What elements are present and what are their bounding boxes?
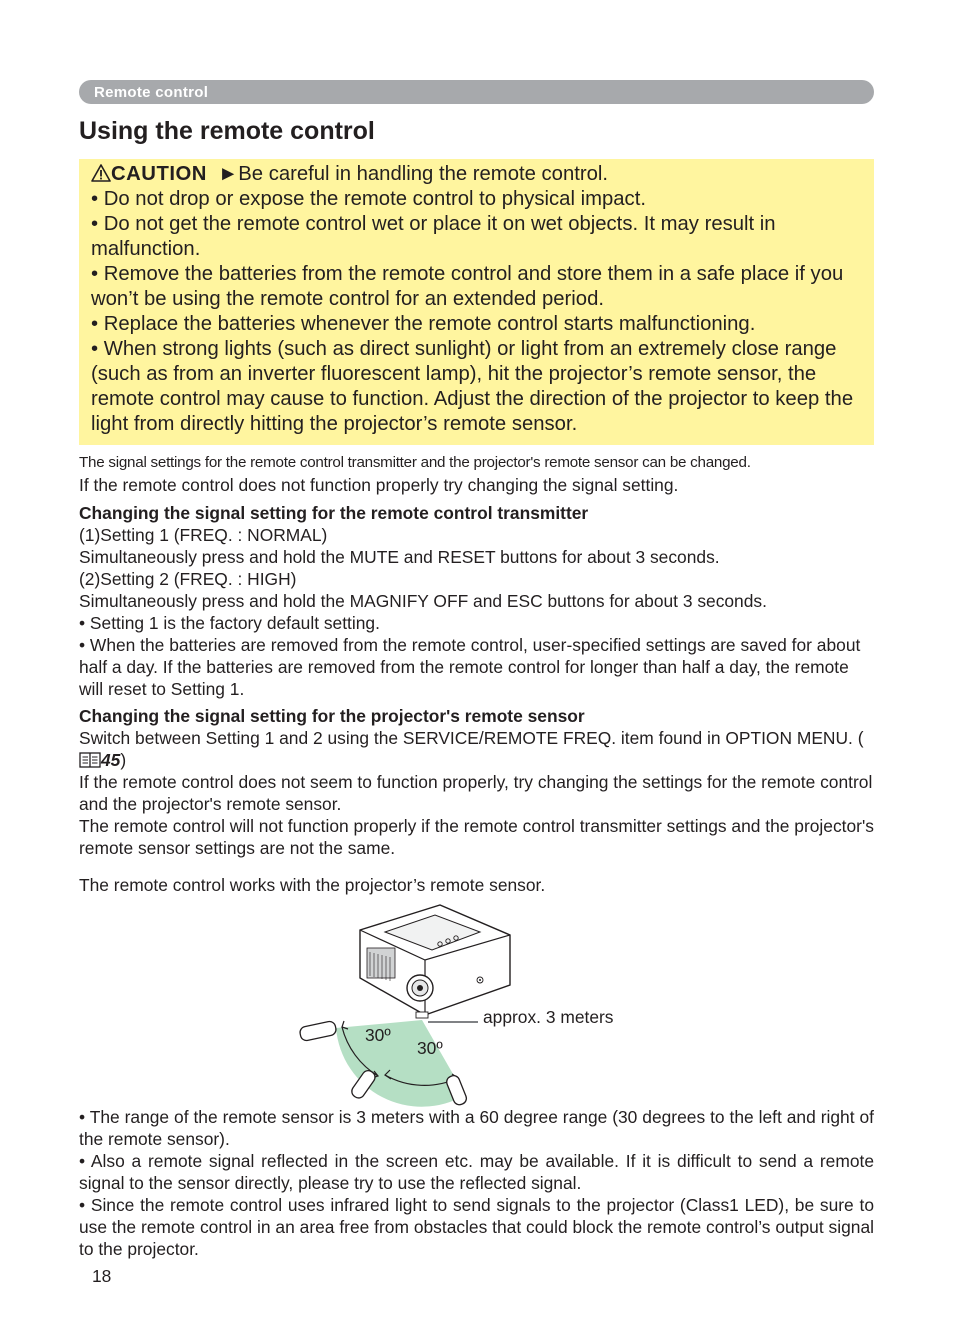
intro-line: If the remote control does not function properly try changing the signal setting. — [79, 475, 679, 495]
section-header-label: Remote control — [94, 84, 209, 101]
transmitter-line: Simultaneously press and hold the MUTE and RESET buttons for about 3 seconds. — [79, 547, 720, 567]
transmitter-heading: Changing the signal setting for the remote control transmitter — [79, 503, 589, 523]
page-reference-link[interactable]: 45 — [101, 750, 121, 770]
page-number: 18 — [92, 1266, 112, 1286]
sensor-line: The remote control will not function properly if the remote control transmitter settings and the projector's remote sensor settings are not the same. — [79, 816, 874, 858]
caution-item: • Remove the batteries from the remote control and store them in a safe place if you won’t be using the remote control for an extended period. — [91, 263, 844, 310]
remote-control-left — [299, 1020, 337, 1041]
sensor-section — [79, 705, 874, 859]
transmitter-line: (2)Setting 2 (FREQ. : HIGH) — [79, 569, 297, 589]
sensor-heading: Changing the signal setting for the projector's remote sensor — [79, 706, 585, 726]
remote-range-diagram — [290, 900, 650, 1115]
intro-text — [79, 452, 874, 496]
caution-box — [79, 159, 874, 445]
note-item: • Also a remote signal reflected in the screen etc. may be available. If it is difficult to send a remote signal to the sensor directly, please try to use the reflected signal. — [79, 1151, 874, 1193]
caution-lead-text: Be careful in handling the remote control. — [238, 163, 609, 185]
works-with-text — [79, 874, 874, 896]
caution-item: • Do not drop or expose the remote control to physical impact. — [91, 188, 646, 210]
angle-label-left: 30º — [365, 1025, 391, 1045]
warning-triangle-icon — [91, 164, 111, 182]
angle-label-right: 30º — [417, 1038, 443, 1058]
transmitter-line: • When the batteries are removed from the remote control, user-specified settings are saved for about half a day. If the batteries are removed from the remote control for longer than half a day, the remote will reset to Setting 1. — [79, 635, 861, 699]
caution-item: • Replace the batteries whenever the remote control starts malfunctioning. — [91, 313, 756, 335]
page-title: Using the remote control — [79, 117, 375, 145]
transmitter-line: (1)Setting 1 (FREQ. : NORMAL) — [79, 525, 328, 545]
projector-illustration — [360, 905, 510, 1018]
sensor-line: If the remote control does not seem to function properly, try changing the settings for the remote control and the projector's remote sensor. — [79, 772, 873, 814]
caution-item: • Do not get the remote control wet or place it on wet objects. It may result in malfunction. — [91, 213, 776, 260]
caution-lead-line — [91, 162, 862, 187]
caution-item: • When strong lights (such as direct sunlight) or light from an extremely close range (such as from an inverter fluorescent lamp), hit the projector’s remote sensor, the remote control may cause to function. Adjust the direction of the projector to keep the light from directly hitting the projector’s remote sensor. — [91, 338, 854, 435]
transmitter-line: • Setting 1 is the factory default setting. — [79, 613, 380, 633]
book-reference-icon — [79, 752, 101, 768]
sensor-line-text: ) — [120, 750, 127, 770]
section-header-bar — [79, 80, 874, 104]
note-item: • The range of the remote sensor is 3 meters with a 60 degree range (30 degrees to the left and right of the remote sensor). — [79, 1107, 874, 1149]
intro-line: The signal settings for the remote control transmitter and the projector's remote sensor can be changed. — [79, 454, 751, 471]
notes-section — [79, 1106, 874, 1260]
distance-label: approx. 3 meters — [483, 1007, 614, 1027]
caution-pointer: ► — [218, 163, 239, 185]
sensor-line-text: Switch between Setting 1 and 2 using the SERVICE/REMOTE FREQ. item found in OPTION MENU. ( — [79, 728, 864, 748]
caution-label: CAUTION — [111, 163, 207, 185]
works-with-line: The remote control works with the projector’s remote sensor. — [79, 875, 546, 895]
sensor-line — [79, 727, 874, 771]
transmitter-line: Simultaneously press and hold the MAGNIFY OFF and ESC buttons for about 3 seconds. — [79, 591, 767, 611]
range-diagram-svg — [290, 900, 650, 1110]
note-item: • Since the remote control uses infrared light to send signals to the projector (Class1 LED), be sure to use the remote control in an area free from obstacles that could block the remote control’s output signal to the projector. — [79, 1195, 874, 1259]
transmitter-section — [79, 502, 874, 700]
